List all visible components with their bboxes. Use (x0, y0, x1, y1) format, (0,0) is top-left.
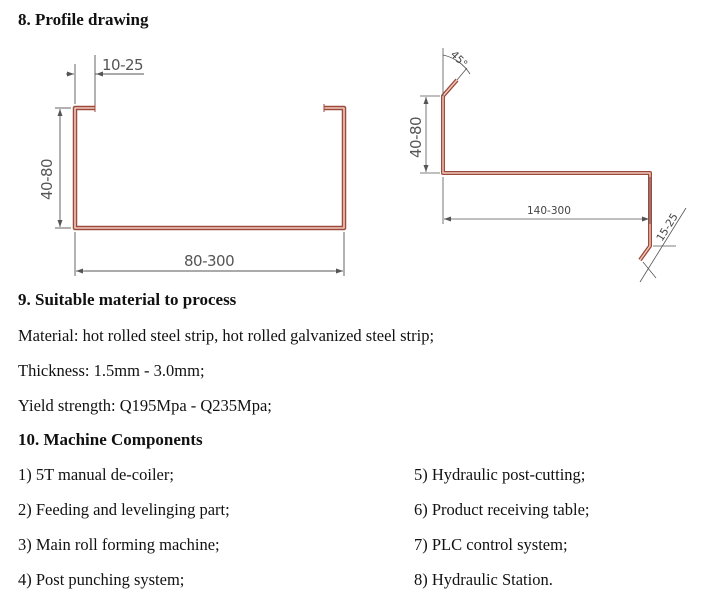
right-width-dim-label: 140-300 (527, 205, 571, 217)
left-c-profile (75, 104, 344, 228)
left-height-dimension (55, 108, 71, 228)
right-angle-dim-label: 45° (447, 48, 470, 71)
component-item: 2) Feeding and levelinging part; (18, 500, 230, 519)
left-height-dim-label: 40-80 (38, 158, 56, 200)
component-item: 7) PLC control system; (414, 535, 568, 554)
yield-strength-text: Yield strength: Q195Mpa - Q235Mpa; (18, 396, 272, 415)
material-text: Material: hot rolled steel strip, hot rolled galvanized steel strip; (18, 326, 435, 345)
right-lip-dim-label: 15-25 (654, 211, 681, 244)
component-item: 5) Hydraulic post-cutting; (414, 465, 586, 484)
section-10-heading: 10. Machine Components (18, 430, 203, 449)
component-item: 8) Hydraulic Station. (414, 570, 553, 589)
component-item: 1) 5T manual de-coiler; (18, 465, 174, 484)
thickness-text: Thickness: 1.5mm - 3.0mm; (18, 361, 205, 380)
right-step-profile (443, 80, 650, 260)
component-item: 6) Product receiving table; (414, 500, 590, 519)
section-9-heading: 9. Suitable material to process (18, 290, 237, 309)
section-8-heading: 8. Profile drawing (18, 10, 149, 29)
right-height-dim-label: 40-80 (407, 116, 425, 158)
left-width-dim-label: 80-300 (184, 252, 235, 270)
component-item: 4) Post punching system; (18, 570, 185, 589)
left-lip-dim-label: 10-25 (102, 56, 144, 74)
component-item: 3) Main roll forming machine; (18, 535, 220, 554)
profile-drawing (0, 0, 718, 300)
